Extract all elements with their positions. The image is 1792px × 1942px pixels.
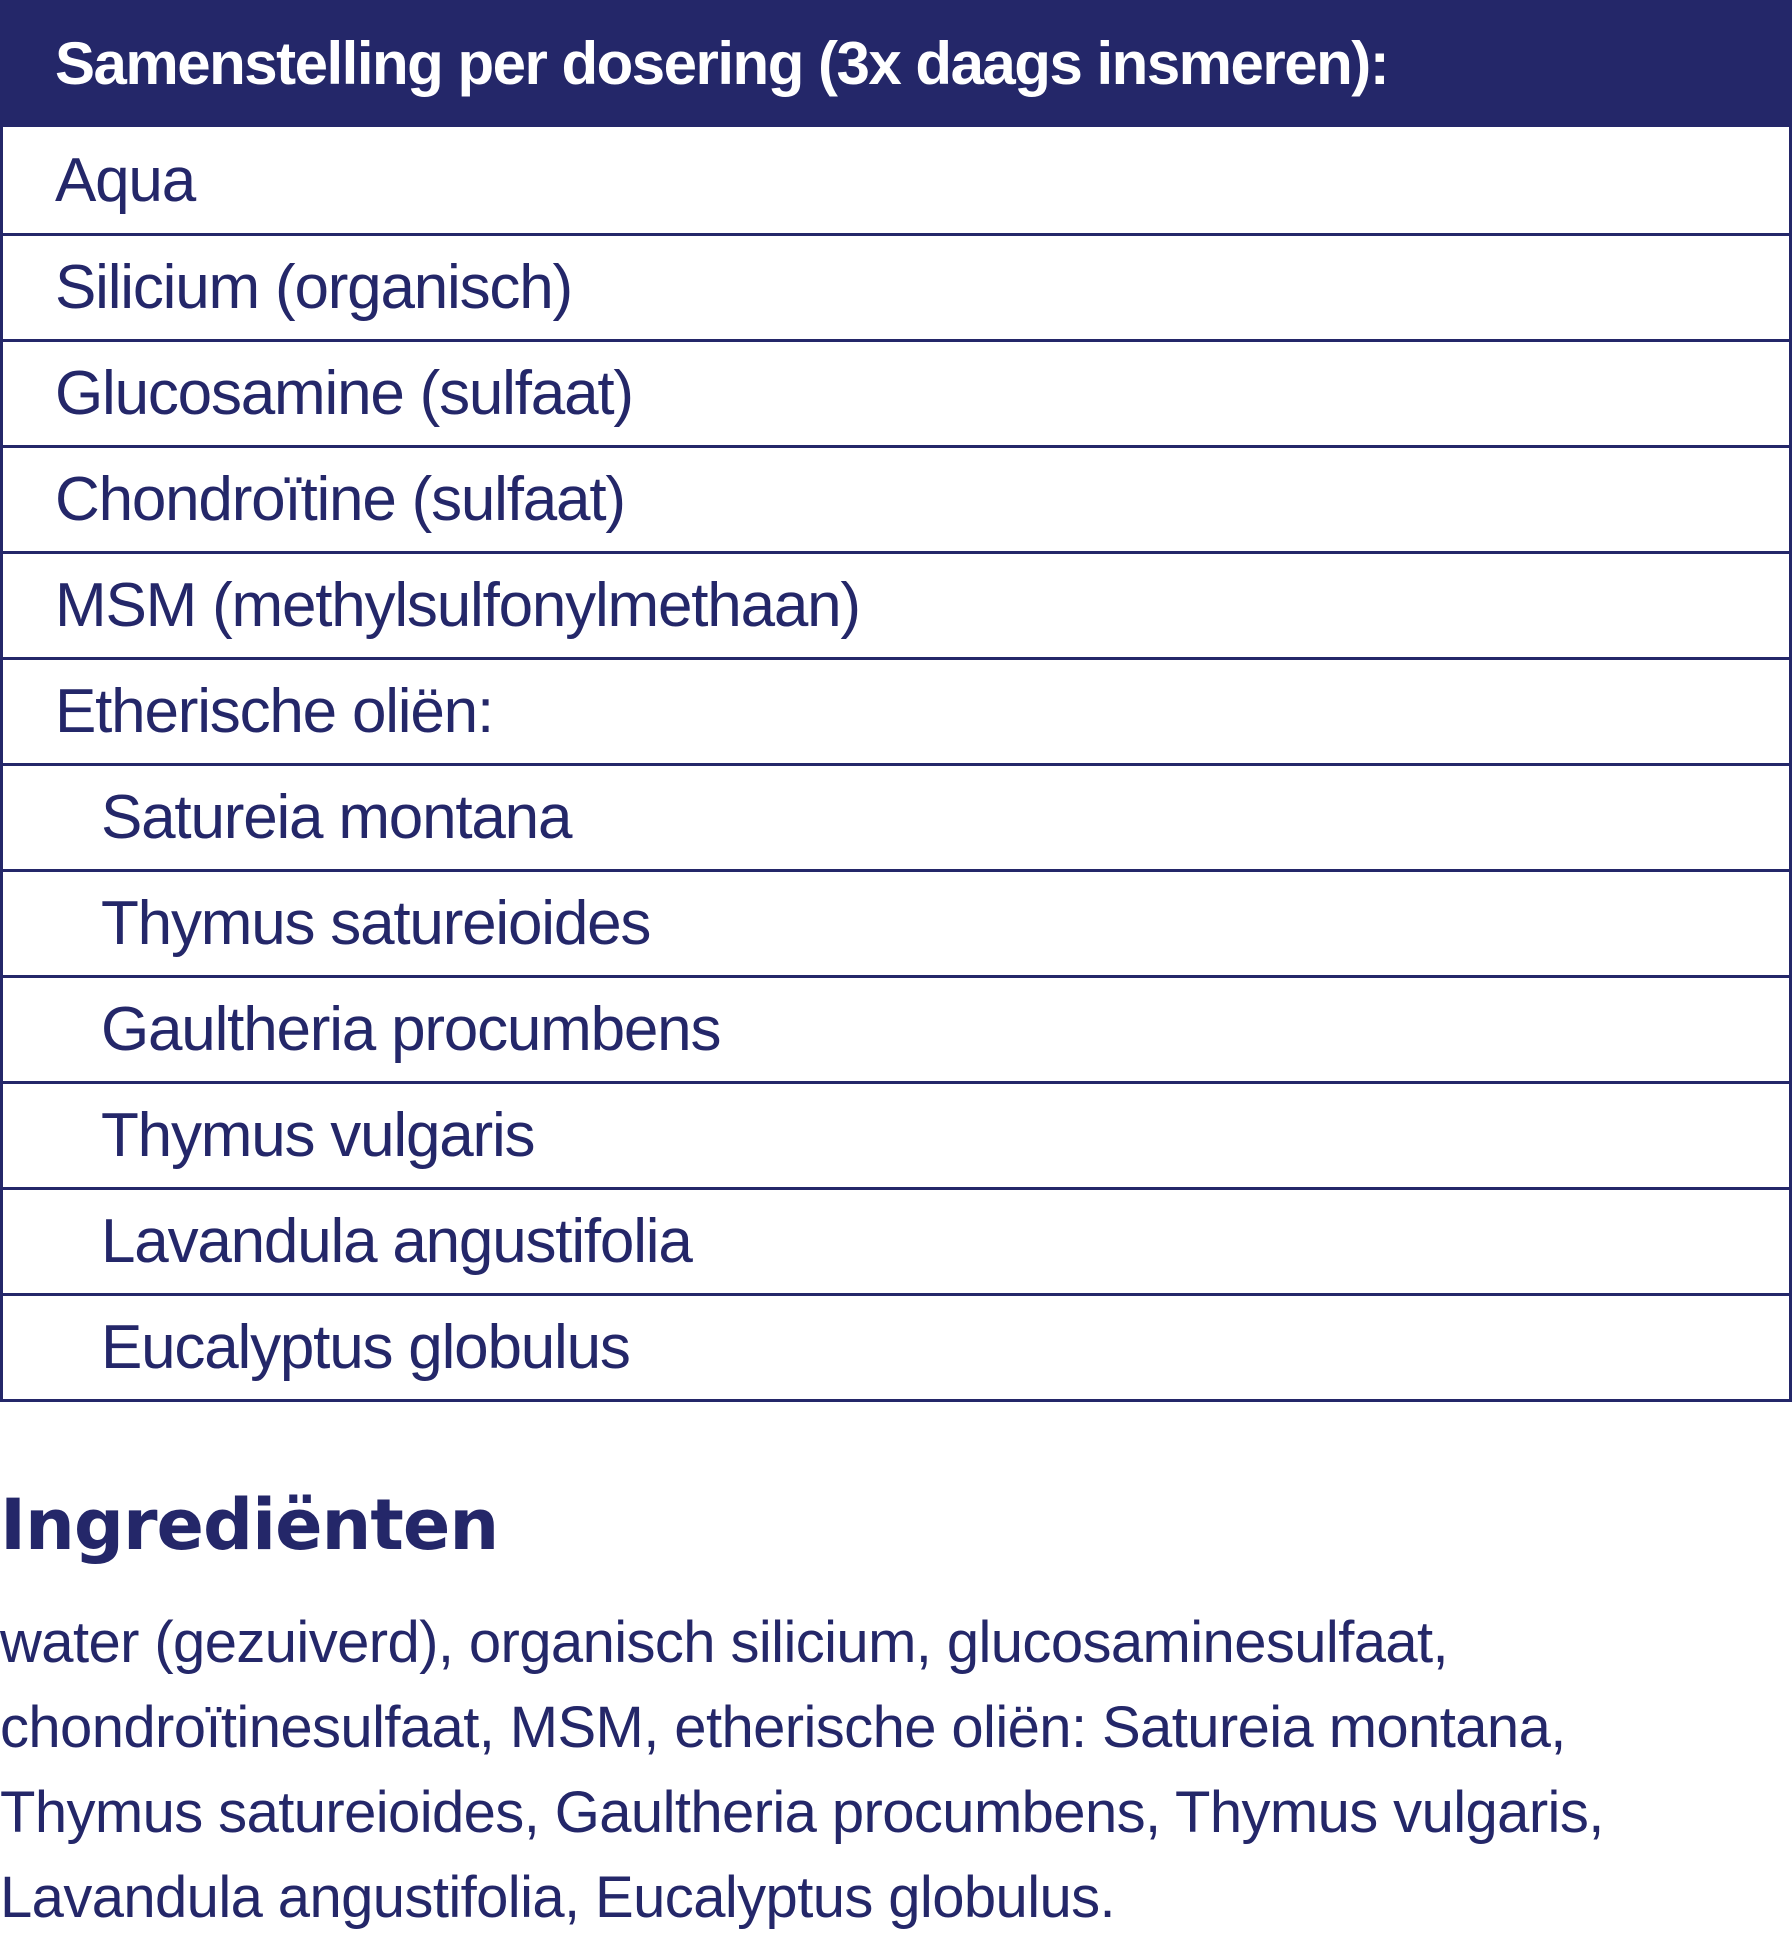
composition-row-label: Eucalyptus globulus — [101, 1313, 630, 1382]
composition-row-thymus-vulgaris — [3, 1081, 1789, 1187]
composition-row-label: Lavandula angustifolia — [101, 1207, 692, 1276]
composition-row-label: Gaultheria procumbens — [101, 995, 721, 1064]
composition-row-satureia-montana — [3, 763, 1789, 869]
composition-row-label: MSM (methylsulfonylmethaan) — [55, 571, 860, 640]
composition-row-glucosamine — [3, 339, 1789, 445]
ingredients-text: water (gezuiverd), organisch silicium, glucosaminesulfaat, chondroïtinesulfaat, MSM, etherische oliën: Satureia montana, Thymus satureioides, Gaultheria procumbens, Thymus vulgaris, Lavandula angustifolia, Eucalyptus globulus. — [0, 1610, 1604, 1930]
composition-row-aqua — [3, 127, 1789, 233]
composition-row-chondroitine — [3, 445, 1789, 551]
composition-row-eucalyptus-globulus — [3, 1293, 1789, 1399]
composition-row-etherische-olien — [3, 657, 1789, 763]
composition-row-label: Chondroïtine (sulfaat) — [55, 465, 625, 534]
composition-table-header: Samenstelling per dosering (3x daags insmeren): — [3, 0, 1789, 127]
composition-row-label: Silicium (organisch) — [55, 253, 572, 322]
composition-row-lavandula-angustifolia — [3, 1187, 1789, 1293]
composition-table-body — [3, 127, 1789, 1399]
composition-row-label: Satureia montana — [101, 783, 572, 852]
composition-row-silicium — [3, 233, 1789, 339]
composition-row-msm — [3, 551, 1789, 657]
composition-row-thymus-satureioides — [3, 869, 1789, 975]
composition-row-label: Aqua — [55, 145, 195, 215]
composition-row-label: Thymus vulgaris — [101, 1101, 535, 1170]
composition-row-label: Etherische oliën: — [55, 677, 493, 746]
composition-row-label: Glucosamine (sulfaat) — [55, 359, 633, 428]
ingredients-title: Ingrediënten — [0, 1484, 499, 1566]
composition-row-label: Thymus satureioides — [101, 889, 651, 958]
composition-row-gaultheria-procumbens — [3, 975, 1789, 1081]
